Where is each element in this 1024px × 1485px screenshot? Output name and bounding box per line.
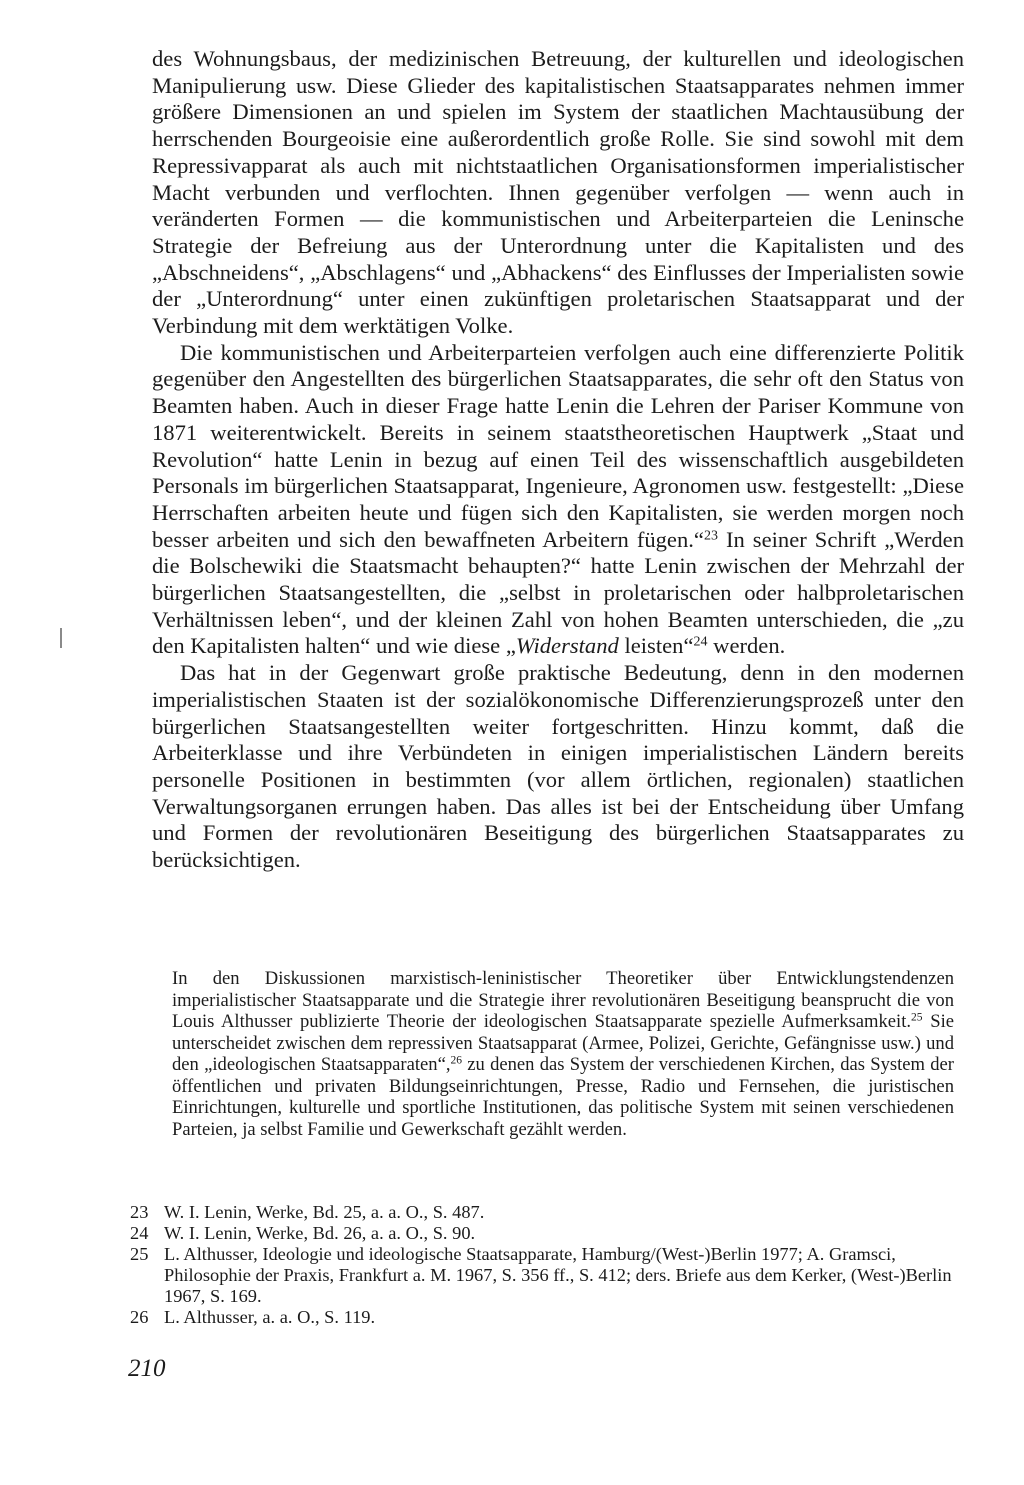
footnote-ref-24: 24 xyxy=(693,634,708,650)
paragraph-2-part-a: Die kommunistischen und Arbeiterparteien verfolgen auch eine differenzierte Politik gegenüber den Angestellten des bürgerlichen Staatsapparates, die sehr oft den Status von Beamten haben. Auch in dieser Frage hatte Lenin die Lehren der Pariser Kommune von 1871 weiterentwickelt. Bereits in seinem staatstheoretischen Hauptwerk „Staat und Revolution“ hatte Lenin in bezug auf einen Teil des wissenschaftlich ausgebildeten Personals im bürgerlichen Staatsapparat, Ingenieure, Agronomen usw. festgestellt: „Diese Herrschaften arbeiten heute und fügen sich den Kapitalisten, sie werden morgen noch besser arbeiten und sich den bewaffneten Arbeitern fügen.“ xyxy=(152,339,964,552)
footnote xyxy=(130,1223,964,1244)
footnote-number: 24 xyxy=(130,1223,149,1243)
paragraph-2-part-c: leisten“ xyxy=(618,633,694,659)
footnote-number: 25 xyxy=(130,1244,149,1264)
paragraph-2 xyxy=(152,340,964,660)
footnote-text: W. I. Lenin, Werke, Bd. 26, a. a. O., S. 90. xyxy=(164,1223,476,1243)
footnote-number: 23 xyxy=(130,1202,149,1222)
footnote-text: W. I. Lenin, Werke, Bd. 25, a. a. O., S. 487. xyxy=(164,1202,485,1222)
paragraph-2-part-d: werden. xyxy=(707,633,786,659)
paragraph-3: Das hat in der Gegenwart große praktische Bedeutung, denn in den modernen imperialistischen Staaten ist der sozialökonomische Differenzierungsprozeß unter den bürgerlichen Staatsangestellten weiter fortgeschritten. Hinzu kommt, daß die Arbeiterklasse und ihre Verbündeten in einigen imperialistischen Ländern bereits personelle Positionen in bestimmten (vor allem örtlichen, regionalen) staatlichen Verwaltungsorganen errungen haben. Das alles ist bei der Entscheidung über Umfang und Formen der revolutionären Beseitigung des bürgerlichen Staatsapparates zu berücksichtigen. xyxy=(152,660,964,873)
paragraph-1: des Wohnungsbaus, der medizinischen Betreuung, der kulturellen und ideologischen Manipulierung usw. Diese Glieder des kapitalistischen Staatsapparates nehmen immer größere Dimensionen an und spielen im System der staatlichen Machtausübung der herrschenden Bourgeoisie eine außerordentlich große Rolle. Sie sind sowohl mit dem Repressivapparat als auch mit nichtstaatlichen Organisationsformen imperialistischer Macht verbunden und verflochten. Ihnen gegenüber verfolgen — wenn auch in veränderten Formen — die kommunistischen und Arbeiterparteien die Leninsche Strategie der Befreiung aus der Unterordnung unter die Kapitalisten und des „Abschneidens“, „Abschlagens“ und „Abhackens“ des Einflusses der Imperialisten sowie der „Unterordnung“ unter einen zukünftigen proletarischen Staatsapparat und der Verbindung mit dem werktätigen Volke. xyxy=(152,46,964,339)
footnote-ref-25: 25 xyxy=(911,1011,923,1024)
footnote xyxy=(130,1307,964,1328)
excursus-part-b: Sie unterscheidet zwischen dem repressiven Staatsapparat (Armee, Polizei, Gerichte, Gefängnisse usw.) und den „ideologischen Staatsapparaten“, xyxy=(172,1011,954,1075)
margin-mark xyxy=(60,628,62,648)
excursus-part-c: zu denen das System der verschiedenen Kirchen, das System der öffentlichen und privaten Bildungseinrichtungen, Presse, Radio und Fernsehen, die juristischen Einrichtungen, kulturelle und sportliche Institutionen, das politische System mit seinen verschiedenen Parteien, ja selbst Familie und Gewerkschaft gezählt werden. xyxy=(172,1054,955,1140)
footnote-text: L. Althusser, Ideologie und ideologische Staatsapparate, Hamburg/(West-)Berlin 1977; A. Gramsci, Philosophie der Praxis, Frankfurt a. M. 1967, S. 356 ff., S. 412; ders. Briefe aus dem Kerker, (West-)Berlin 1967, S. 169. xyxy=(164,1244,952,1306)
main-text xyxy=(152,46,964,874)
excursus-part-a: In den Diskussionen marxistisch-leninistischer Theoretiker über Entwicklungstendenzen imperialistischer Staatsapparate und die Strategie ihrer revolutionären Beseitigung beansprucht die von Louis Althusser publizierte Theorie der ideologischen Staatsapparate spezielle Aufmerksamkeit. xyxy=(172,968,954,1032)
footnote-text: L. Althusser, a. a. O., S. 119. xyxy=(164,1307,376,1327)
footnote xyxy=(130,1202,964,1223)
page-number: 210 xyxy=(128,1355,166,1382)
excursus-paragraph xyxy=(172,968,954,1140)
emphasis-widerstand: Widerstand xyxy=(515,633,619,659)
footnote-number: 26 xyxy=(130,1307,149,1327)
excursus-block xyxy=(172,968,954,1140)
footnote-ref-23: 23 xyxy=(703,527,718,543)
paragraph-2-part-b: In seiner Schrift „Werden die Bolschewiki die Staatsmacht behaupten?“ hatte Lenin zwischen der Mehrzahl der bürgerlichen Staatsangestellten, die „selbst in proletarischen oder halbproletarischen Verhältnissen leben“, und der kleinen Zahl von hohen Beamten unterschieden, die „zu den Kapitalisten halten“ und wie diese „ xyxy=(152,526,965,659)
footnotes-list xyxy=(130,1202,964,1328)
footnote xyxy=(130,1244,964,1307)
footnote-ref-26: 26 xyxy=(450,1054,462,1067)
